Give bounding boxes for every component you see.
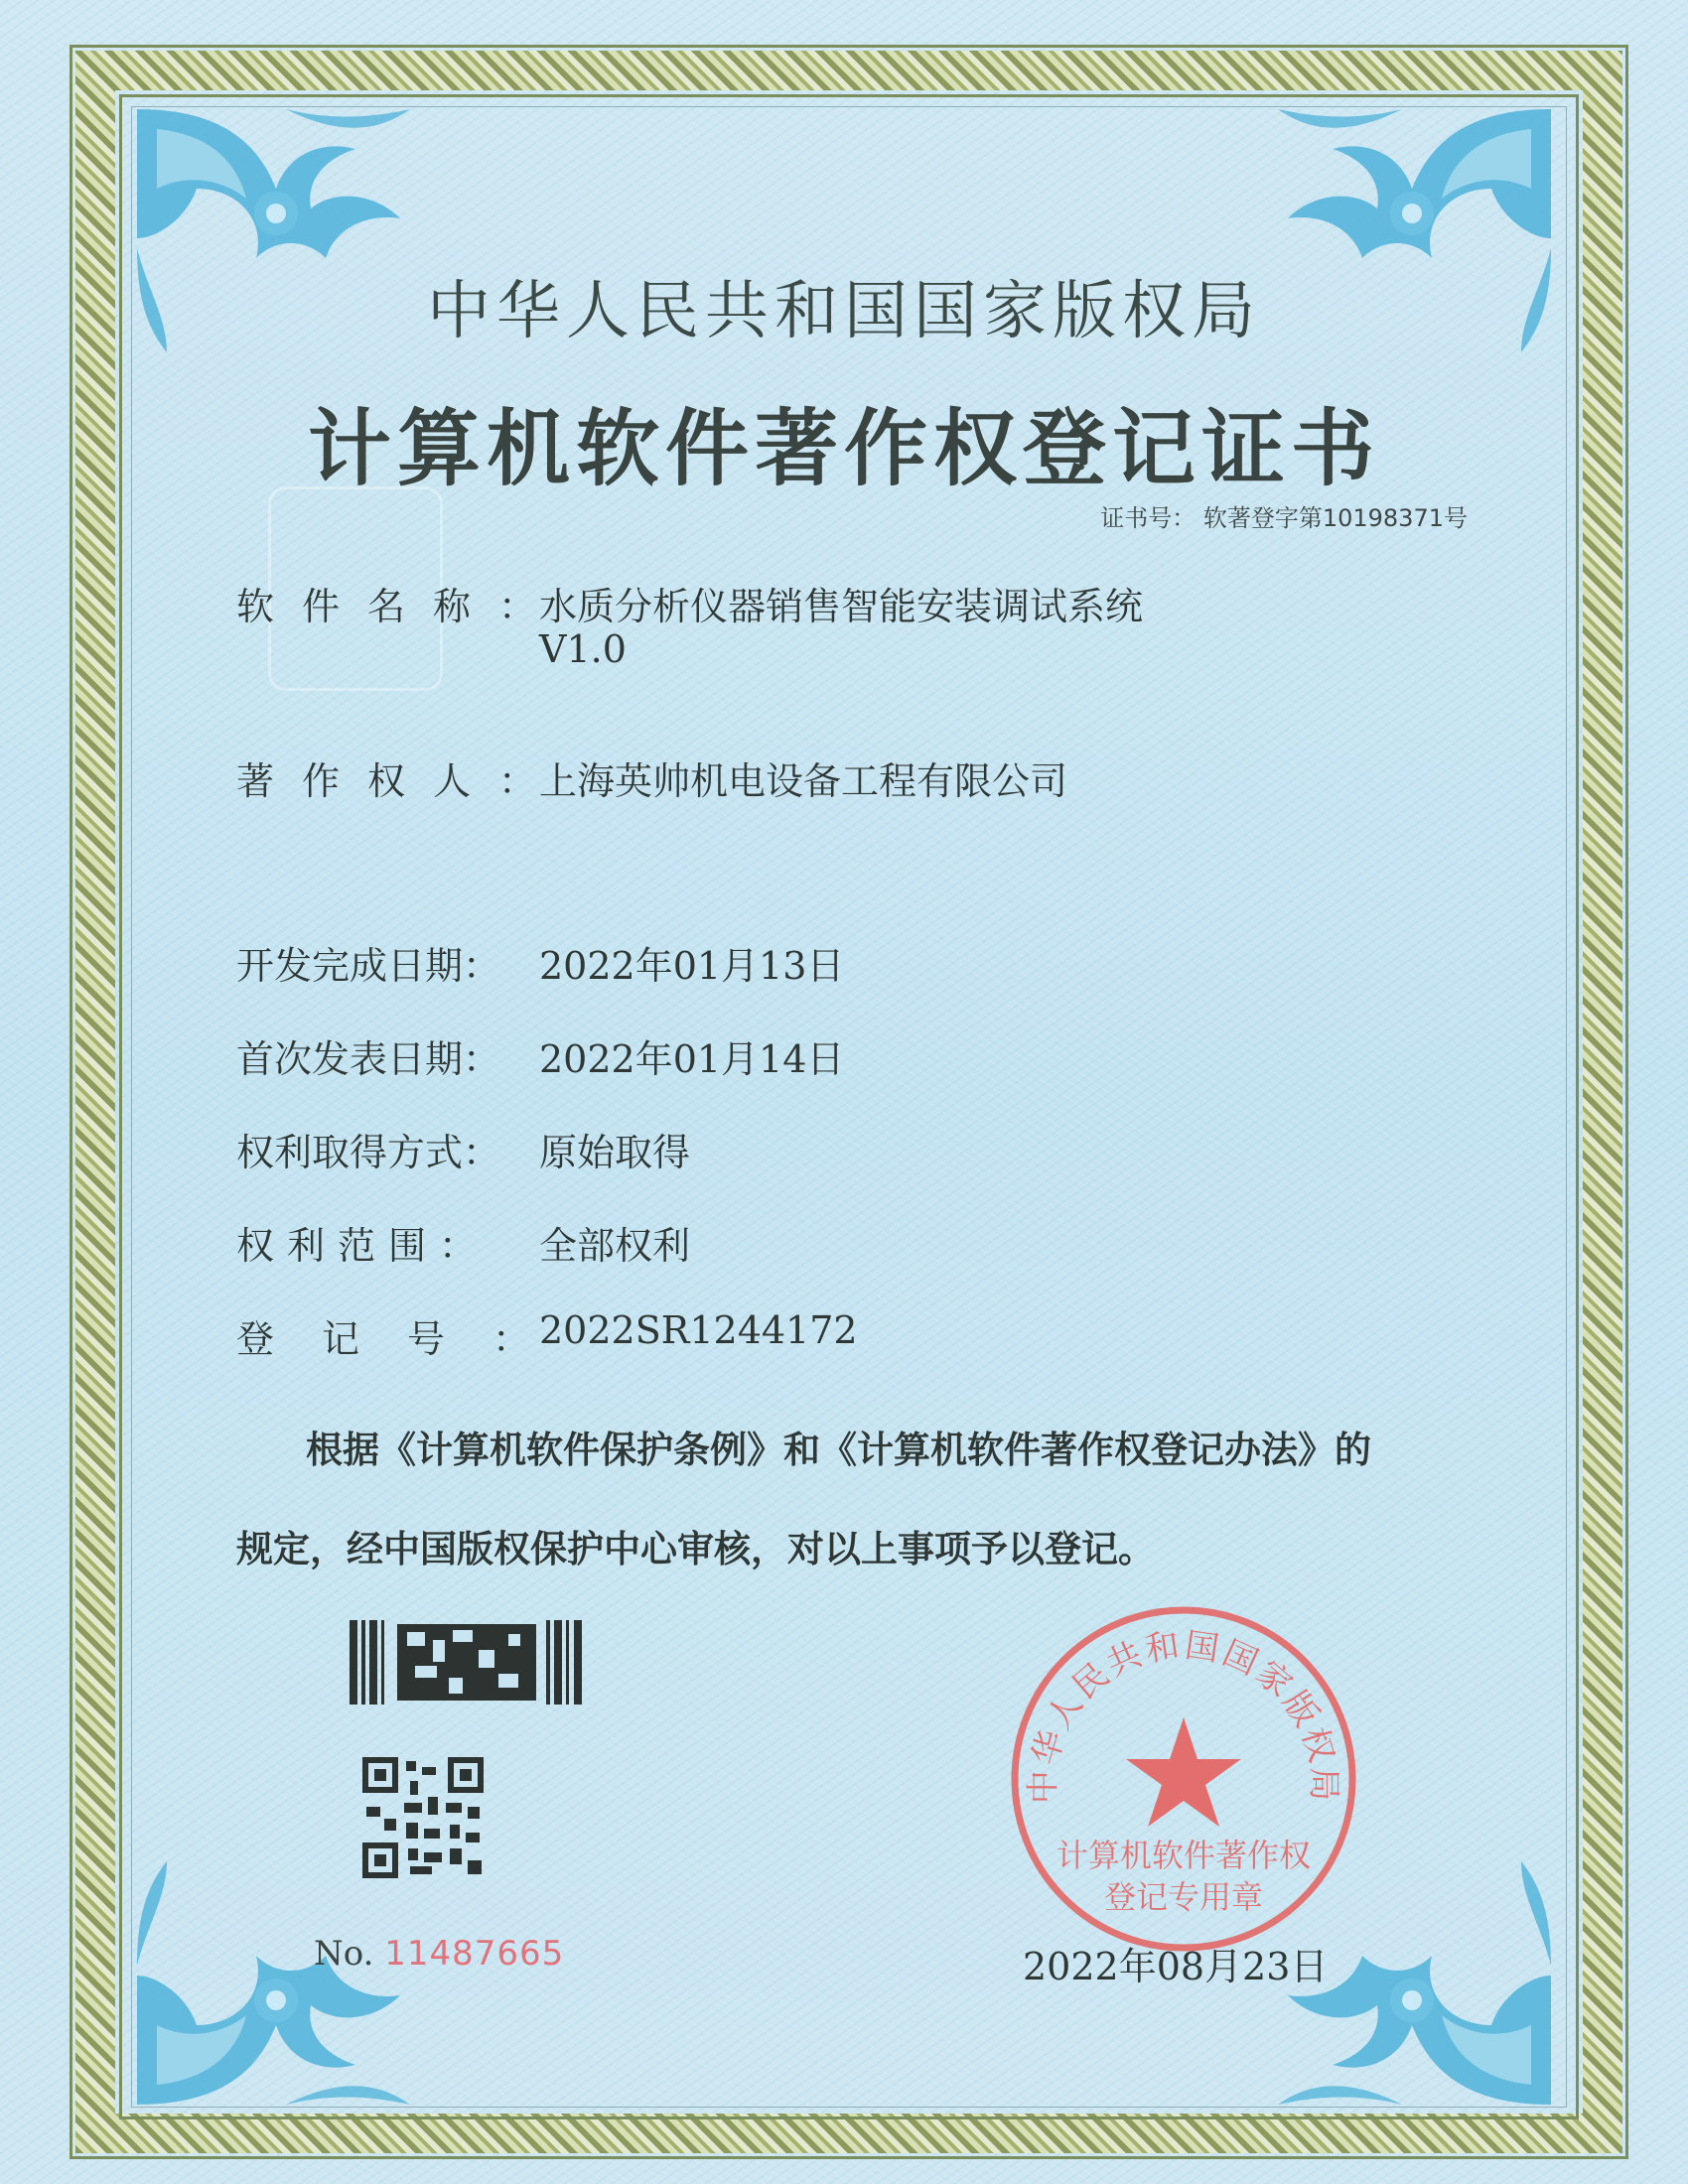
certificate-number: 证书号： 软著登字第10198371号 (1100, 504, 1468, 532)
field-label: 权利取得方式： (236, 1131, 501, 1174)
issuer-name: 中华人民共和国国家版权局 (427, 275, 1261, 348)
field-value: 2022SR1244172 (539, 1308, 858, 1352)
field-value: 水质分析仪器销售智能安装调试系统 (539, 585, 1144, 628)
official-seal (1005, 1600, 1362, 1958)
qr-code-icon (362, 1757, 484, 1878)
field-label: 开发完成日期： (236, 944, 501, 988)
serial-prefix: No. (314, 1934, 374, 1974)
barcode-icon (350, 1620, 588, 1705)
field-value-version: V1.0 (539, 627, 627, 671)
field-label: 权利范围： (236, 1224, 491, 1268)
field-label: 首次发表日期： (236, 1037, 501, 1081)
statement-line-1: 根据《计算机软件保护条例》和《计算机软件著作权登记办法》的 (306, 1428, 1371, 1471)
field-label: 软件名称： (236, 585, 565, 628)
statement-line-2: 规定，经中国版权保护中心审核，对以上事项予以登记。 (236, 1527, 1155, 1570)
issue-date: 2022年08月23日 (1023, 1945, 1329, 1988)
field-value: 原始取得 (539, 1131, 691, 1174)
serial-value: 11487665 (384, 1934, 565, 1974)
seal-inner-line-2: 登记专用章 (1103, 1878, 1264, 1916)
field-value: 全部权利 (539, 1224, 691, 1268)
seal-outer-text: 中华人民共和国国家版权局 (1023, 1625, 1344, 1805)
field-value: 2022年01月14日 (539, 1037, 845, 1081)
field-value: 2022年01月13日 (539, 944, 845, 988)
seal-inner-line-1: 计算机软件著作权 (1055, 1837, 1312, 1874)
field-label: 登记号： (236, 1317, 579, 1361)
corner-ornament-bottom-left (127, 1856, 415, 2115)
star-icon (1126, 1717, 1241, 1827)
field-label: 著作权人： (236, 759, 565, 803)
field-value: 上海英帅机电设备工程有限公司 (539, 759, 1068, 803)
serial-number (314, 1934, 564, 1974)
certificate-title: 计算机软件著作权登记证书 (307, 399, 1380, 497)
